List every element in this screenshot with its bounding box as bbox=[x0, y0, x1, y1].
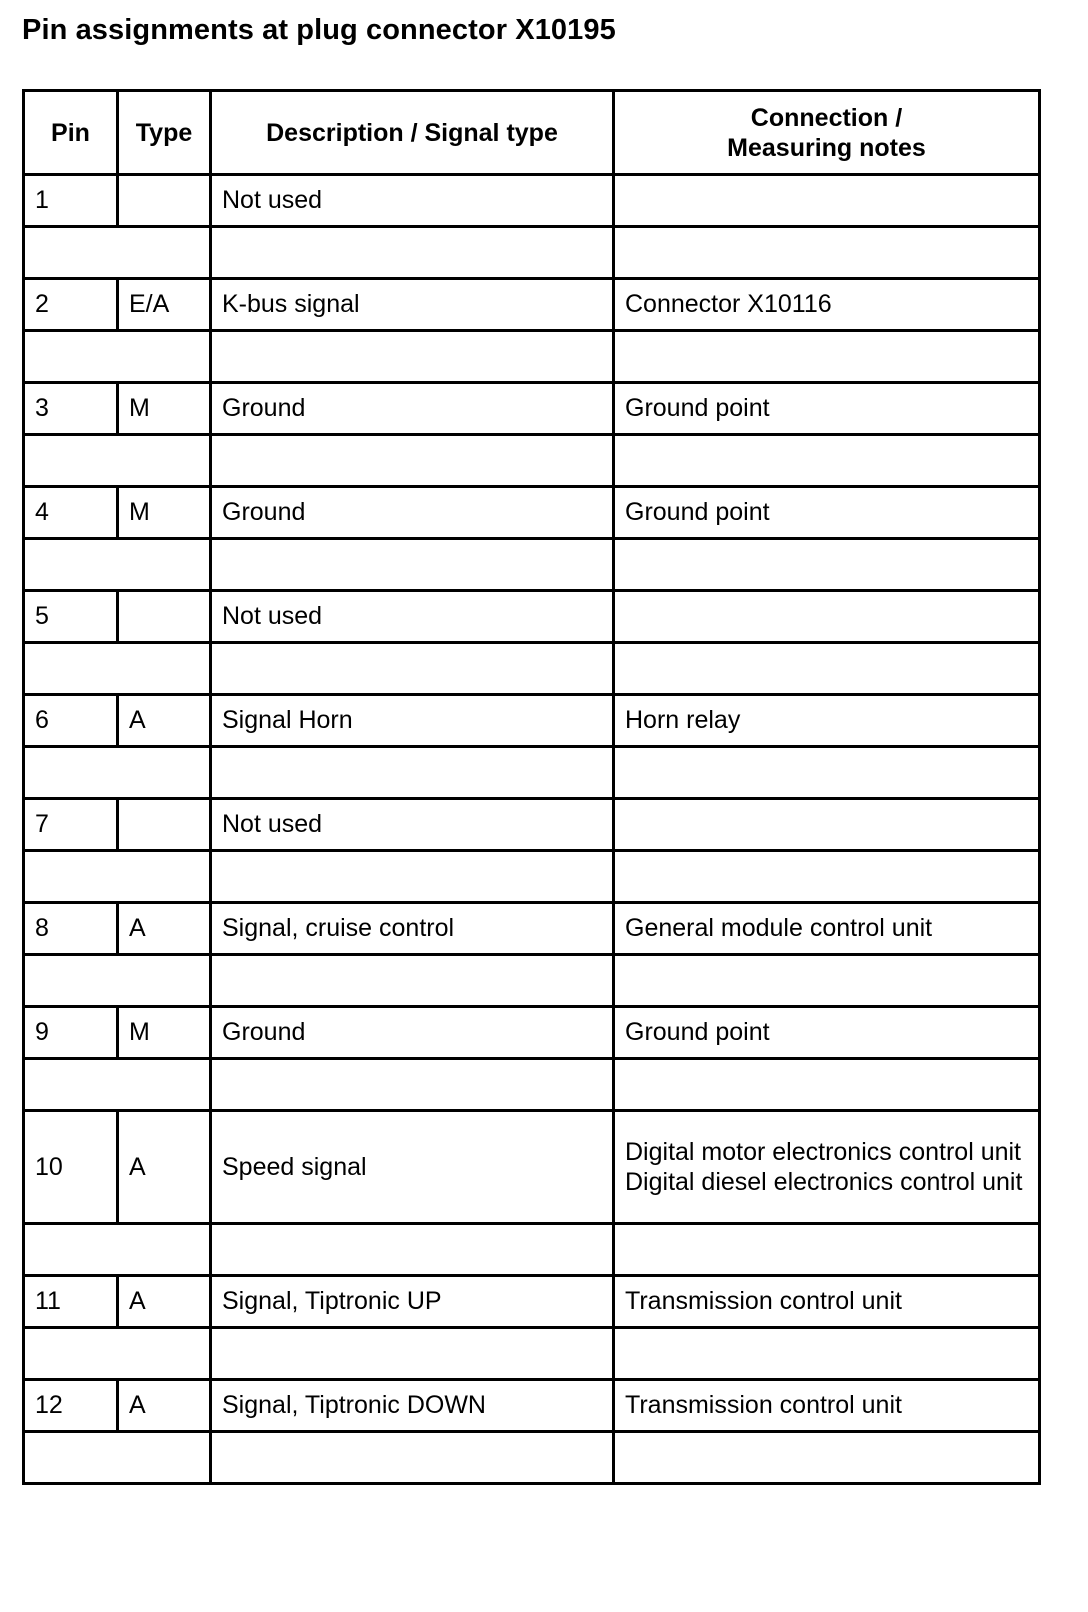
header-description: Description / Signal type bbox=[211, 91, 614, 175]
cell-type: M bbox=[118, 487, 211, 539]
cell-description: Speed signal bbox=[211, 1111, 614, 1224]
spacer-row bbox=[24, 1432, 1040, 1484]
cell-description: Signal, cruise control bbox=[211, 903, 614, 955]
table-row bbox=[24, 1380, 1040, 1432]
cell-connection: Ground point bbox=[614, 383, 1040, 435]
cell-type bbox=[118, 799, 211, 851]
table-row bbox=[24, 175, 1040, 227]
cell-description: Not used bbox=[211, 175, 614, 227]
table-row bbox=[24, 1111, 1040, 1224]
cell-pin: 6 bbox=[24, 695, 118, 747]
spacer-row bbox=[24, 331, 1040, 383]
spacer-row bbox=[24, 747, 1040, 799]
table-row bbox=[24, 591, 1040, 643]
cell-pin: 1 bbox=[24, 175, 118, 227]
cell-connection: Ground point bbox=[614, 487, 1040, 539]
cell-type: A bbox=[118, 695, 211, 747]
table-row bbox=[24, 695, 1040, 747]
cell-connection: Transmission control unit bbox=[614, 1276, 1040, 1328]
table-row bbox=[24, 383, 1040, 435]
header-connection-line2: Measuring notes bbox=[727, 133, 926, 162]
cell-connection bbox=[614, 799, 1040, 851]
cell-type: A bbox=[118, 1276, 211, 1328]
spacer-row bbox=[24, 1328, 1040, 1380]
table-row bbox=[24, 799, 1040, 851]
spacer-row bbox=[24, 851, 1040, 903]
cell-description: K-bus signal bbox=[211, 279, 614, 331]
spacer-row bbox=[24, 539, 1040, 591]
cell-connection: Digital motor electronics control unit Digital diesel electronics control unit bbox=[614, 1111, 1040, 1224]
cell-description: Ground bbox=[211, 383, 614, 435]
cell-type: A bbox=[118, 903, 211, 955]
cell-type bbox=[118, 175, 211, 227]
pin-assignment-table bbox=[22, 89, 1041, 1485]
cell-description: Signal Horn bbox=[211, 695, 614, 747]
cell-description: Not used bbox=[211, 591, 614, 643]
cell-pin: 2 bbox=[24, 279, 118, 331]
cell-description: Signal, Tiptronic UP bbox=[211, 1276, 614, 1328]
cell-pin: 9 bbox=[24, 1007, 118, 1059]
cell-type: A bbox=[118, 1111, 211, 1224]
spacer-row bbox=[24, 435, 1040, 487]
cell-type: A bbox=[118, 1380, 211, 1432]
spacer-row bbox=[24, 643, 1040, 695]
cell-connection: Ground point bbox=[614, 1007, 1040, 1059]
cell-connection: General module control unit bbox=[614, 903, 1040, 955]
cell-pin: 7 bbox=[24, 799, 118, 851]
table-header-row bbox=[24, 91, 1040, 175]
table-row bbox=[24, 903, 1040, 955]
spacer-row bbox=[24, 955, 1040, 1007]
cell-connection: Transmission control unit bbox=[614, 1380, 1040, 1432]
table-row bbox=[24, 487, 1040, 539]
table-row bbox=[24, 279, 1040, 331]
spacer-row bbox=[24, 227, 1040, 279]
cell-type: M bbox=[118, 383, 211, 435]
cell-description: Signal, Tiptronic DOWN bbox=[211, 1380, 614, 1432]
header-connection bbox=[614, 91, 1040, 175]
cell-type: M bbox=[118, 1007, 211, 1059]
spacer-row bbox=[24, 1224, 1040, 1276]
cell-pin: 12 bbox=[24, 1380, 118, 1432]
header-type: Type bbox=[118, 91, 211, 175]
cell-pin: 3 bbox=[24, 383, 118, 435]
table-row bbox=[24, 1276, 1040, 1328]
cell-type bbox=[118, 591, 211, 643]
cell-connection bbox=[614, 591, 1040, 643]
cell-description: Ground bbox=[211, 487, 614, 539]
cell-type: E/A bbox=[118, 279, 211, 331]
cell-description: Ground bbox=[211, 1007, 614, 1059]
cell-connection bbox=[614, 175, 1040, 227]
header-connection-line1: Connection / bbox=[750, 103, 903, 132]
table-row bbox=[24, 1007, 1040, 1059]
cell-pin: 4 bbox=[24, 487, 118, 539]
cell-connection: Horn relay bbox=[614, 695, 1040, 747]
cell-pin: 8 bbox=[24, 903, 118, 955]
header-pin: Pin bbox=[24, 91, 118, 175]
page-title: Pin assignments at plug connector X10195 bbox=[22, 14, 616, 46]
cell-description: Not used bbox=[211, 799, 614, 851]
spacer-row bbox=[24, 1059, 1040, 1111]
cell-pin: 11 bbox=[24, 1276, 118, 1328]
cell-connection: Connector X10116 bbox=[614, 279, 1040, 331]
cell-pin: 5 bbox=[24, 591, 118, 643]
cell-pin: 10 bbox=[24, 1111, 118, 1224]
